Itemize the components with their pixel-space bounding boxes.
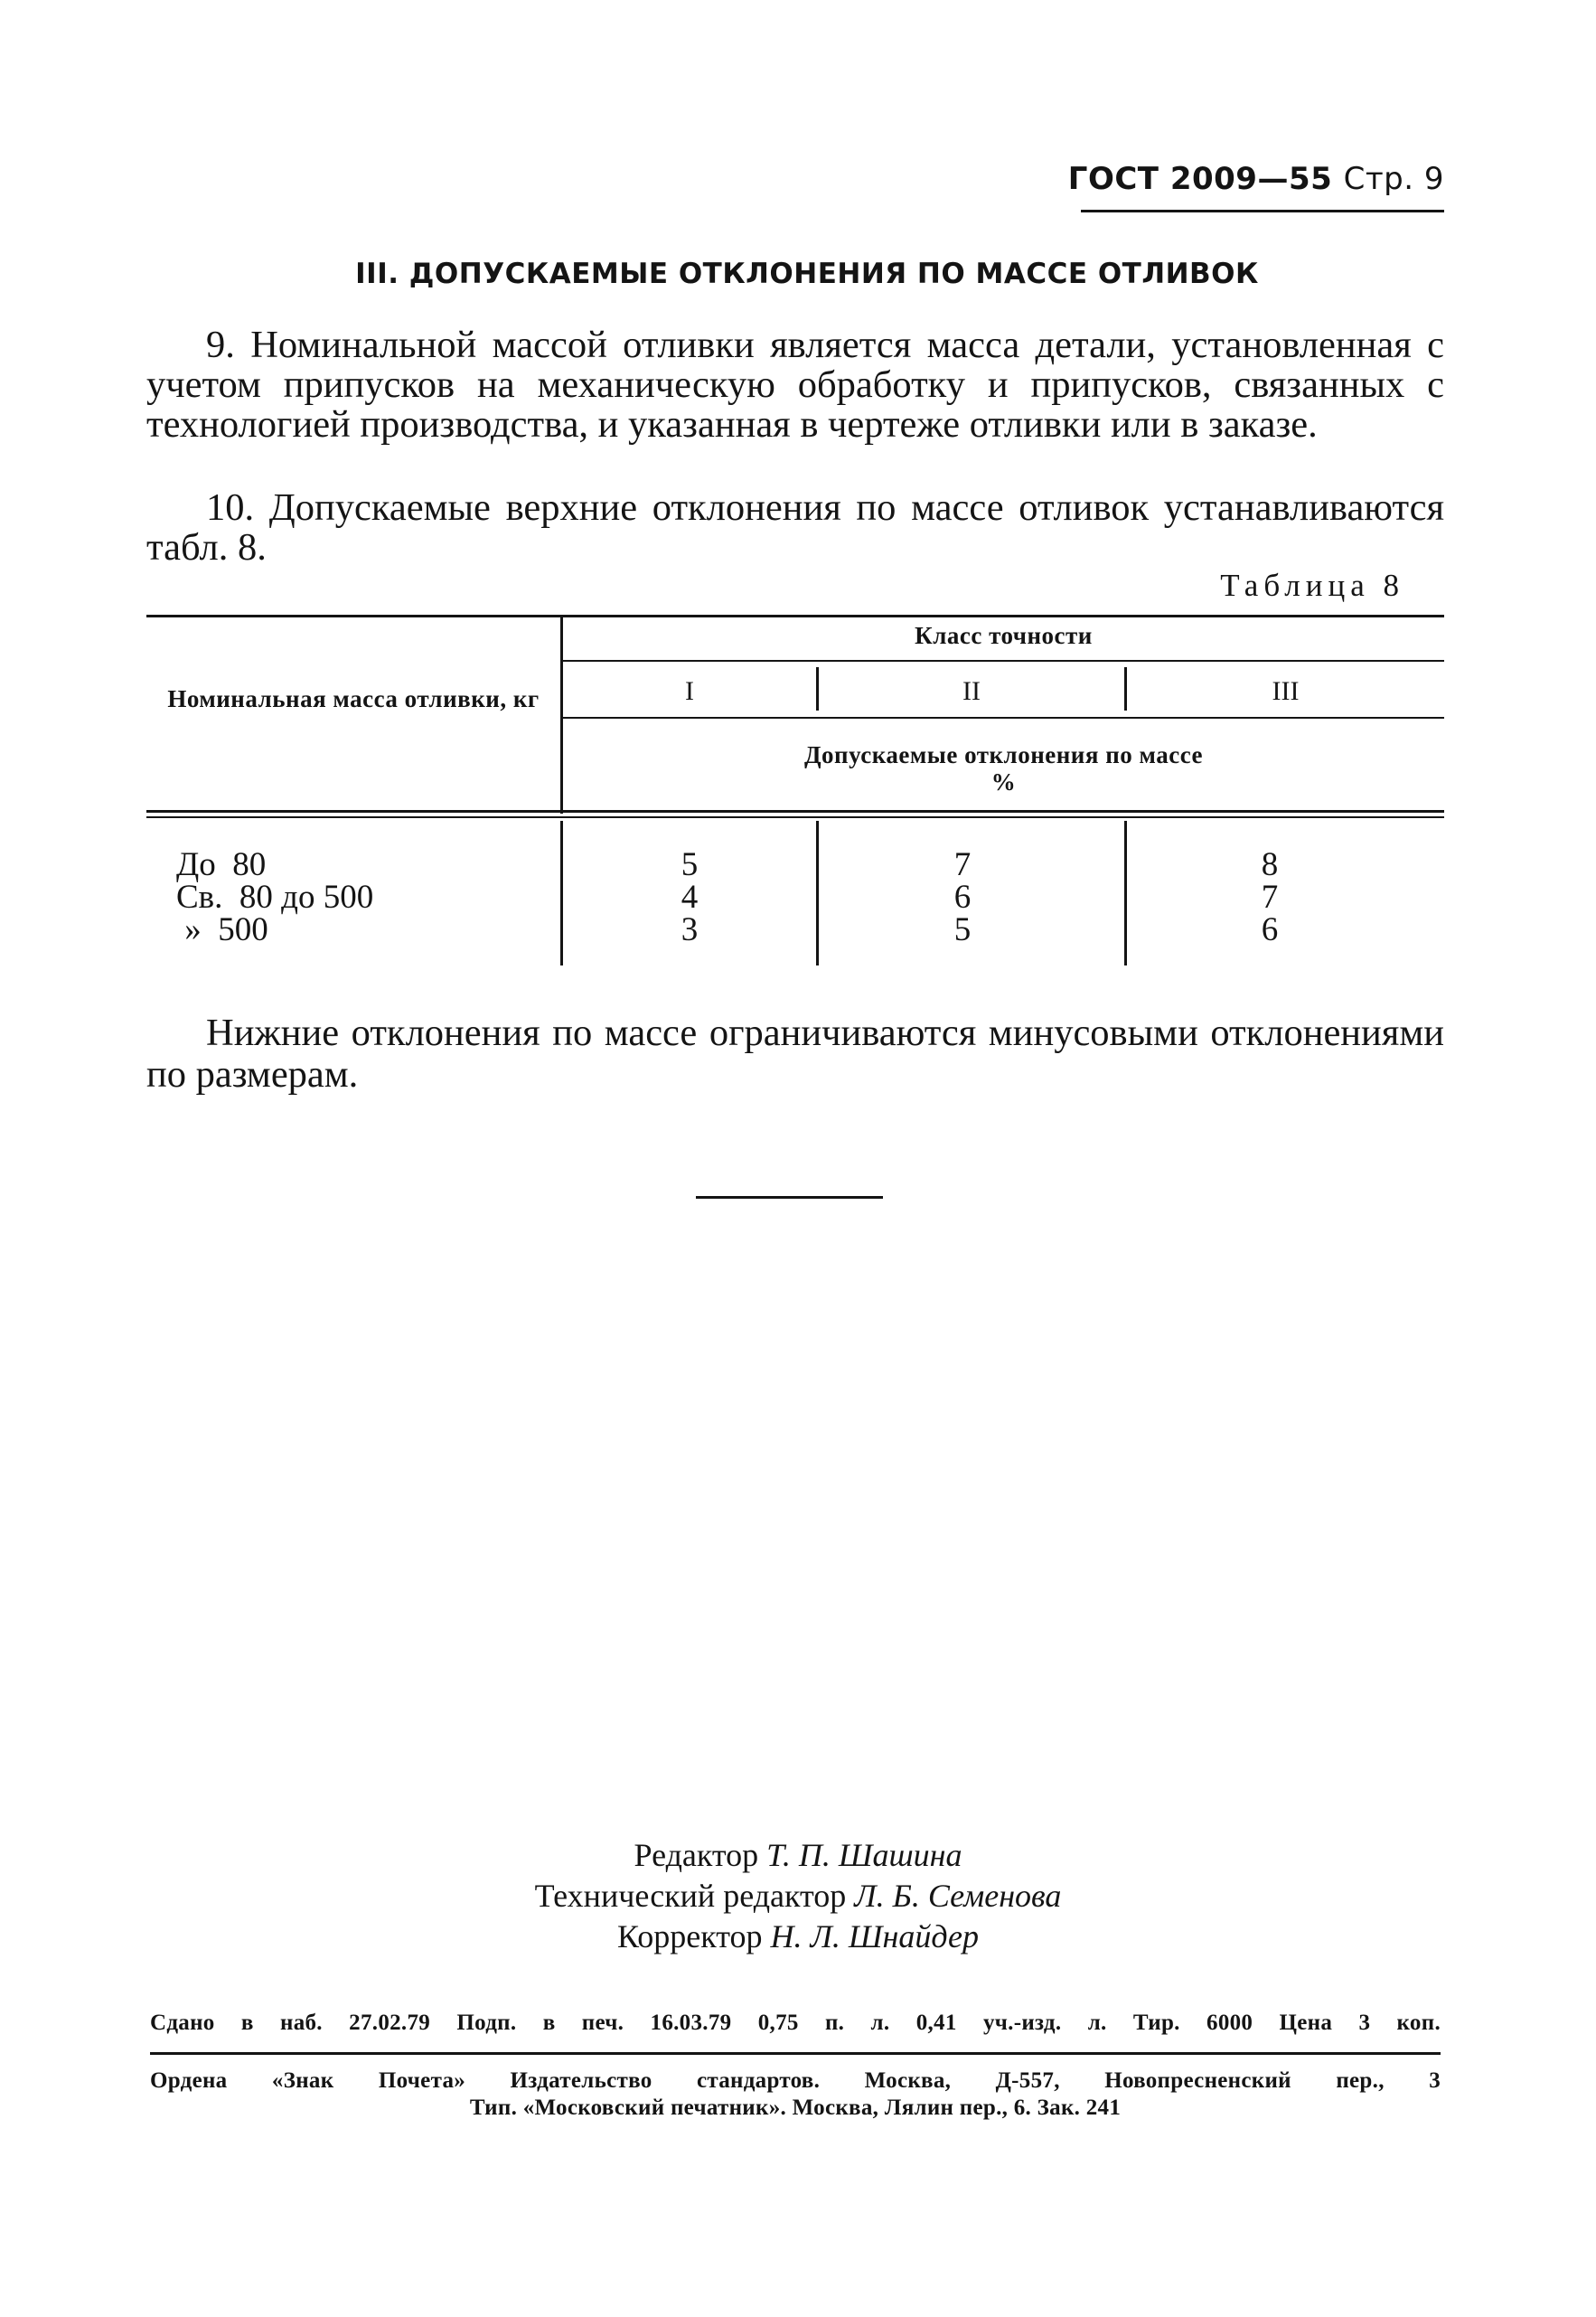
paragraph-9 [146, 325, 1444, 445]
class-ii-header: II [962, 676, 981, 706]
table-caption: Таблица 8 [1220, 568, 1404, 603]
note-paragraph [146, 1013, 1444, 1096]
page-number: Стр. 9 [1343, 161, 1444, 197]
row-3-class-ii: 5 [953, 911, 972, 948]
row-1-class-ii: 7 [953, 846, 972, 883]
credit-editor [0, 1835, 1596, 1875]
body-divider-mass [560, 821, 563, 965]
row-1-mass: До 80 [176, 846, 267, 883]
proofreader-name: Н. Л. Шнайдер [770, 1918, 979, 1954]
table-top-rule [146, 615, 1444, 617]
row-2-class-i: 4 [681, 879, 699, 916]
tech-editor-label: Технический редактор [534, 1878, 847, 1914]
deviation-header-line2: % [990, 768, 1017, 796]
section-separator [696, 1196, 883, 1199]
row-3-class-iii: 6 [1261, 911, 1279, 948]
credit-tech-editor [0, 1876, 1596, 1916]
row-3-class-i: 3 [681, 911, 699, 948]
section-title: III. ДОПУСКАЕМЫЕ ОТКЛОНЕНИЯ ПО МАССЕ ОТЛИВОК [355, 258, 1259, 290]
table-header-rule-2 [146, 816, 1444, 818]
note-paragraph-text: Нижние отклонения по массе ограничиваются минусовыми отклонениями по размерам. [146, 1012, 1444, 1096]
paragraph-9-text: 9. Номинальной массой отливки является масса детали, установленная с учетом припусков на механическую обработку и припусков, связанных с технологией производства, и указанная в чертеже отливки или в заказе. [146, 324, 1444, 446]
imprint-line-3: Тип. «Московский печатник». Москва, Лялин пер., 6. Зак. 241 [469, 2096, 1122, 2120]
row-2-class-ii: 6 [953, 879, 972, 916]
imprint-rule [150, 2052, 1441, 2055]
imprint-line-2: Ордена «Знак Почета» Издательство стандартов. Москва, Д-557, Новопресненский пер., 3 [150, 2068, 1441, 2093]
deviation-header [563, 741, 1444, 796]
row-1-class-i: 5 [681, 846, 699, 883]
paragraph-10 [146, 488, 1444, 568]
row-2-mass: Св. 80 до 500 [176, 879, 374, 916]
running-header [1068, 161, 1444, 197]
header-rule [1081, 210, 1444, 212]
imprint-line-1: Сдано в наб. 27.02.79 Подп. в печ. 16.03.79 0,75 п. л. 0,41 уч.-изд. л. Тир. 6000 Цена 3 коп. [150, 2011, 1441, 2035]
body-divider-2 [1124, 821, 1127, 965]
editor-label: Редактор [634, 1837, 759, 1873]
credit-proofreader [0, 1917, 1596, 1956]
class-i-header: I [685, 676, 694, 706]
row-3-mass: » 500 [176, 911, 268, 948]
table-header-rule-1 [146, 810, 1444, 813]
class-header-rule [563, 660, 1444, 662]
class-header: Класс точности [915, 622, 1093, 649]
mass-column-header [146, 685, 560, 712]
paragraph-10-text: 10. Допускаемые верхние отклонения по массе отливок устанавливаются табл. 8. [146, 486, 1444, 569]
standard-number: ГОСТ 2009—55 [1067, 161, 1333, 197]
class-iii-header: III [1272, 676, 1300, 706]
deviation-header-line1: Допускаемые отклонения по массе [803, 741, 1204, 768]
row-1-class-iii: 8 [1261, 846, 1279, 883]
tech-editor-name: Л. Б. Семенова [854, 1878, 1062, 1914]
body-divider-1 [816, 821, 819, 965]
proofreader-label: Корректор [617, 1918, 763, 1954]
row-2-class-iii: 7 [1261, 879, 1279, 916]
class-subheader-rule [563, 717, 1444, 719]
mass-column-header-text: Номинальная масса отливки, кг [167, 685, 540, 712]
editor-name: Т. П. Шашина [766, 1837, 962, 1873]
